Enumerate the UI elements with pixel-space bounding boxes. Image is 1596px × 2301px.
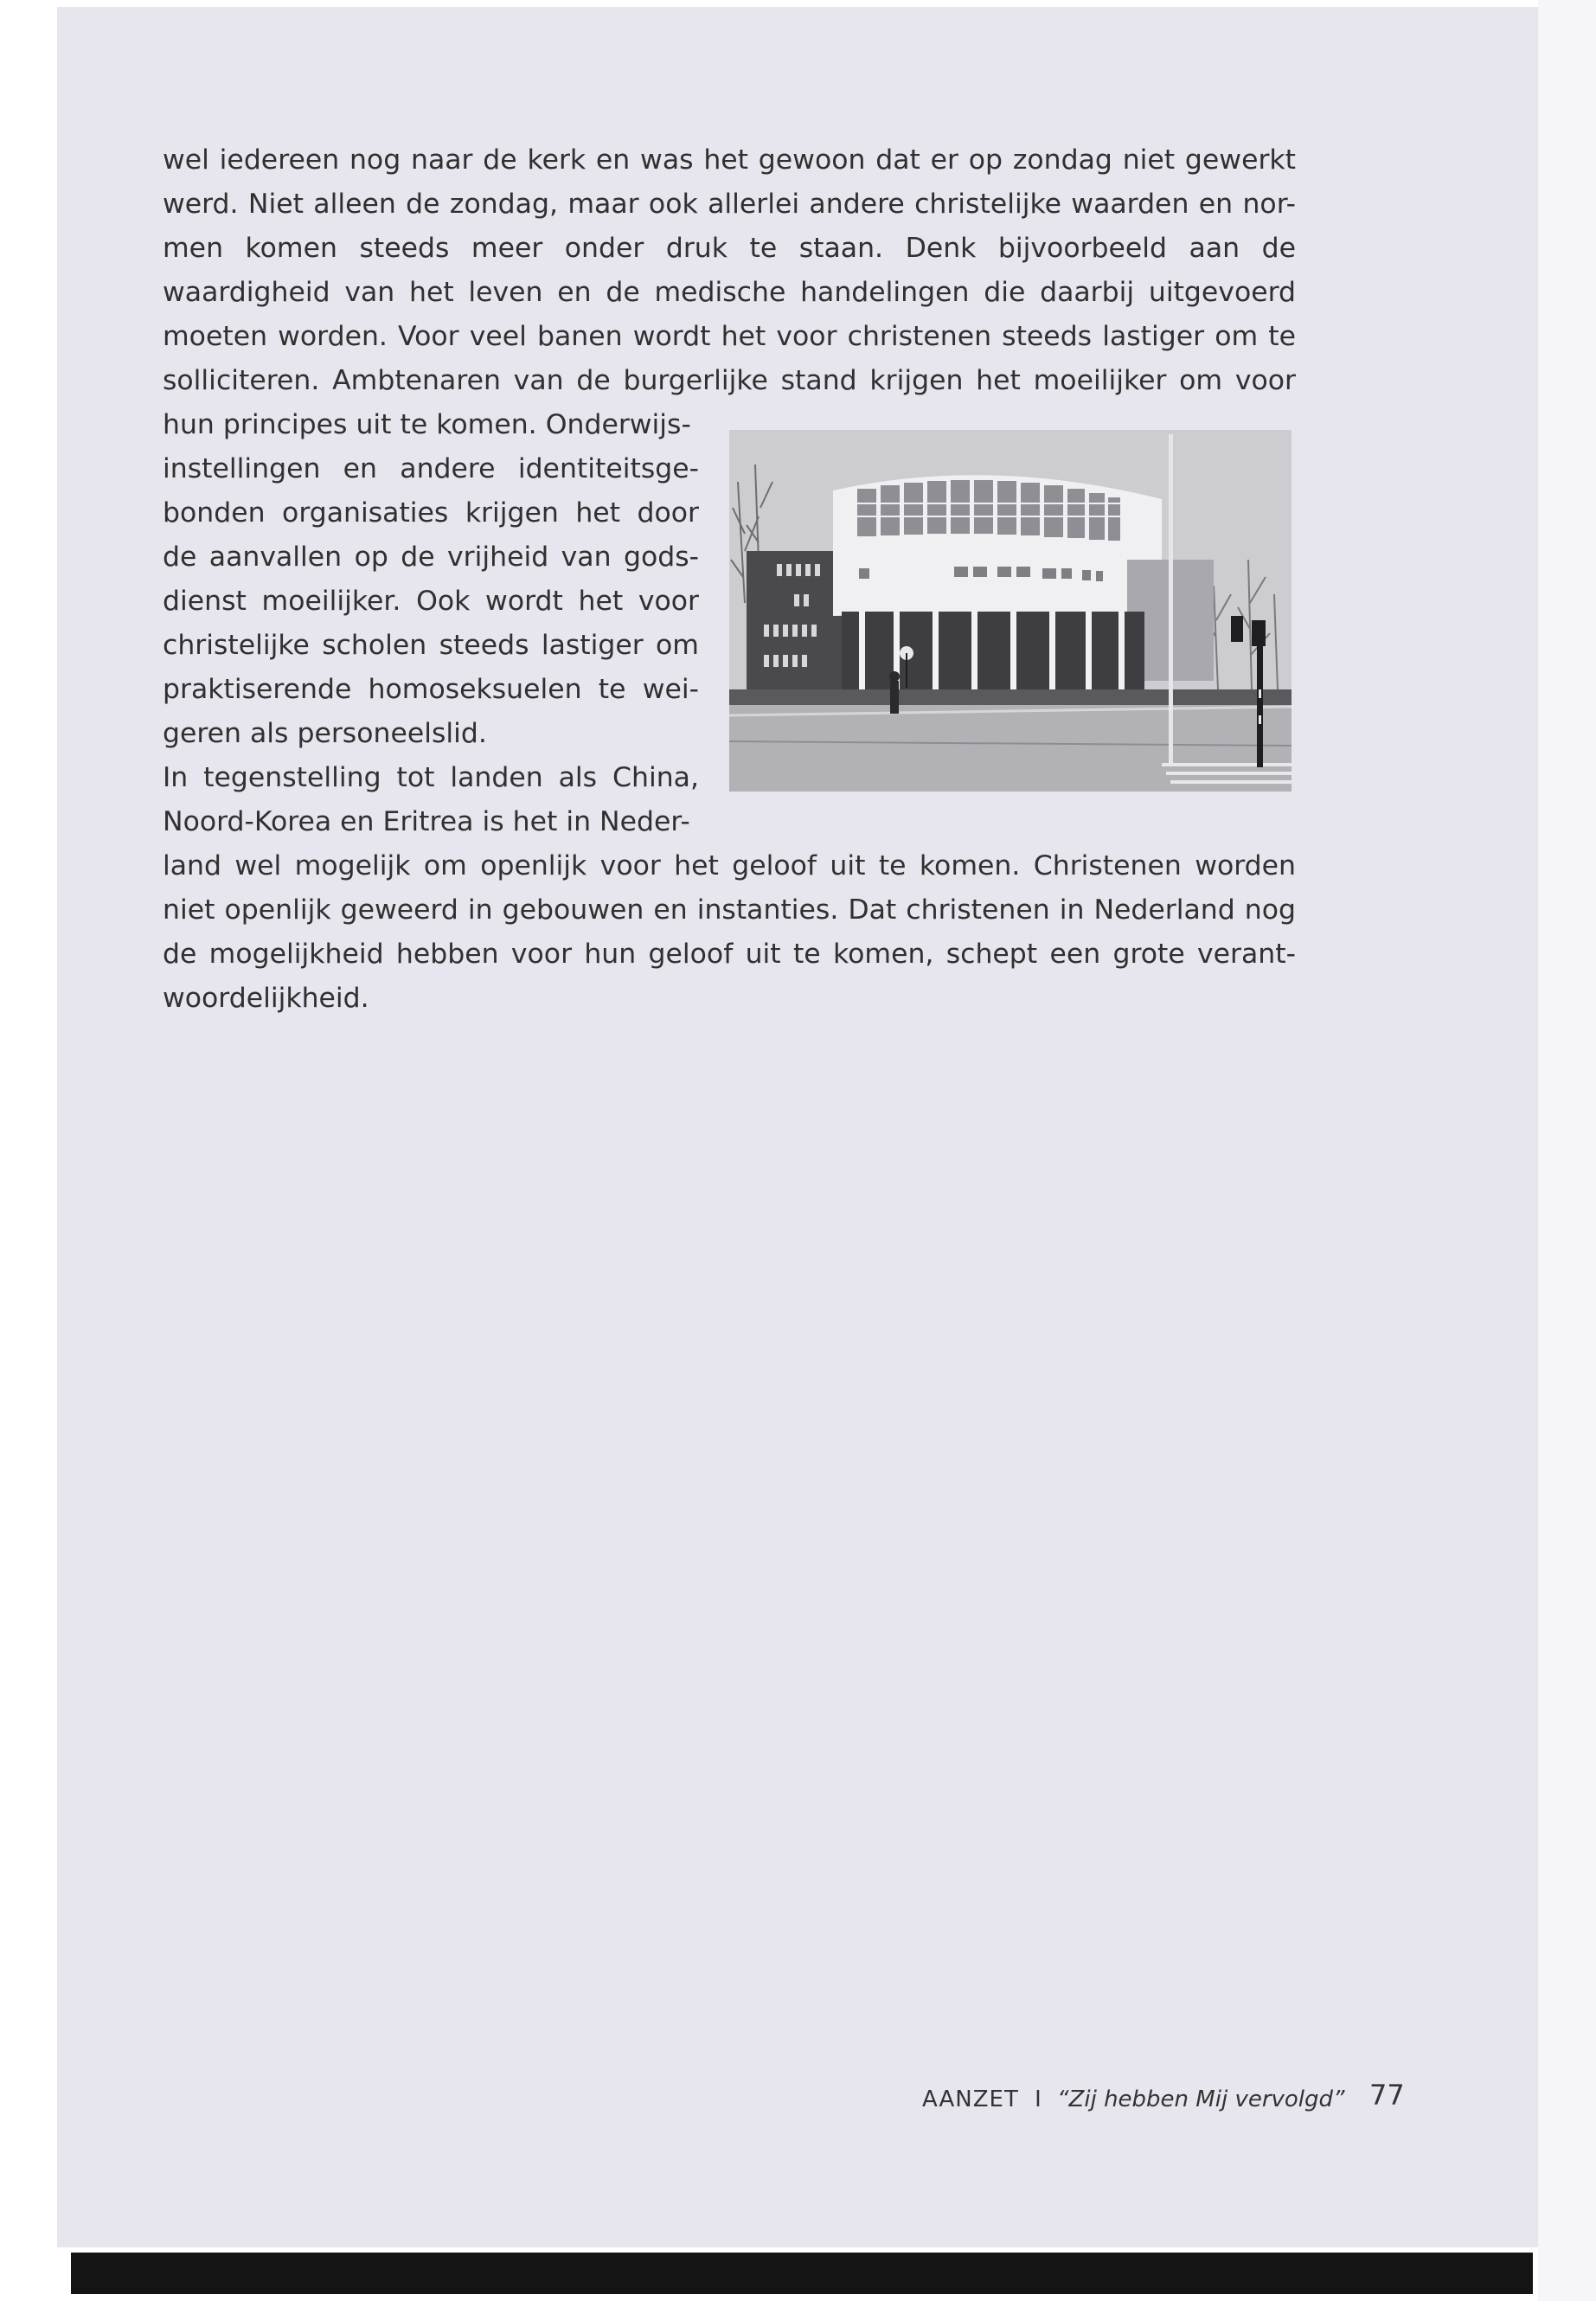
article-title: “Zij hebben Mij vervolgd” [1057, 2086, 1345, 2112]
text-line: praktiserende homoseksuelen te wei- [163, 674, 699, 705]
text-line: solliciteren. Ambtenaren van de burgerlijke stand krijgen het moeilijker om voor [163, 365, 1296, 396]
text-line: In tegenstelling tot landen als China, [163, 762, 699, 793]
text-line: moeten worden. Voor veel banen wordt het voor christenen steeds lastiger om te [163, 321, 1296, 352]
text-line: waardigheid van het leven en de medische handelingen die daarbij uitgevoerd [163, 277, 1296, 308]
building-photo [729, 430, 1292, 792]
footer-separator: I [1035, 2086, 1042, 2112]
journal-name: AANZET [922, 2086, 1019, 2112]
running-footer [922, 2086, 1345, 2112]
text-line: land wel mogelijk om openlijk voor het geloof uit te komen. Christenen worden [163, 850, 1296, 881]
text-line: hun principes uit te komen. Onderwijs- [163, 409, 691, 440]
text-line: niet openlijk geweerd in gebouwen en instanties. Dat christenen in Nederland nog [163, 894, 1296, 926]
page-number: 77 [1369, 2079, 1405, 2112]
text-line: men komen steeds meer onder druk te staan. Denk bijvoorbeeld aan de [163, 233, 1296, 264]
text-line: bonden organisaties krijgen het door [163, 497, 699, 529]
text-line: de mogelijkheid hebben voor hun geloof uit te komen, schept een grote verant- [163, 939, 1296, 970]
text-line: christelijke scholen steeds lastiger om [163, 630, 699, 661]
text-line: wel iedereen nog naar de kerk en was het gewoon dat er op zondag niet gewerkt [163, 144, 1296, 176]
page-right-edge [1538, 0, 1596, 2301]
text-line: geren als personeelslid. [163, 718, 487, 749]
outer-margin [0, 0, 57, 2301]
text-line: werd. Niet alleen de zondag, maar ook allerlei andere christelijke waarden en nor- [163, 189, 1296, 220]
bottom-edge-strip [71, 2253, 1533, 2294]
text-line: woordelijkheid. [163, 983, 369, 1014]
building-photo-drawing [729, 430, 1292, 792]
text-line: instellingen en andere identiteitsge- [163, 453, 699, 484]
text-line: Noord-Korea en Eritrea is het in Neder- [163, 806, 690, 837]
text-line: dienst moeilijker. Ook wordt het voor [163, 586, 699, 617]
text-line: de aanvallen op de vrijheid van gods- [163, 542, 699, 573]
